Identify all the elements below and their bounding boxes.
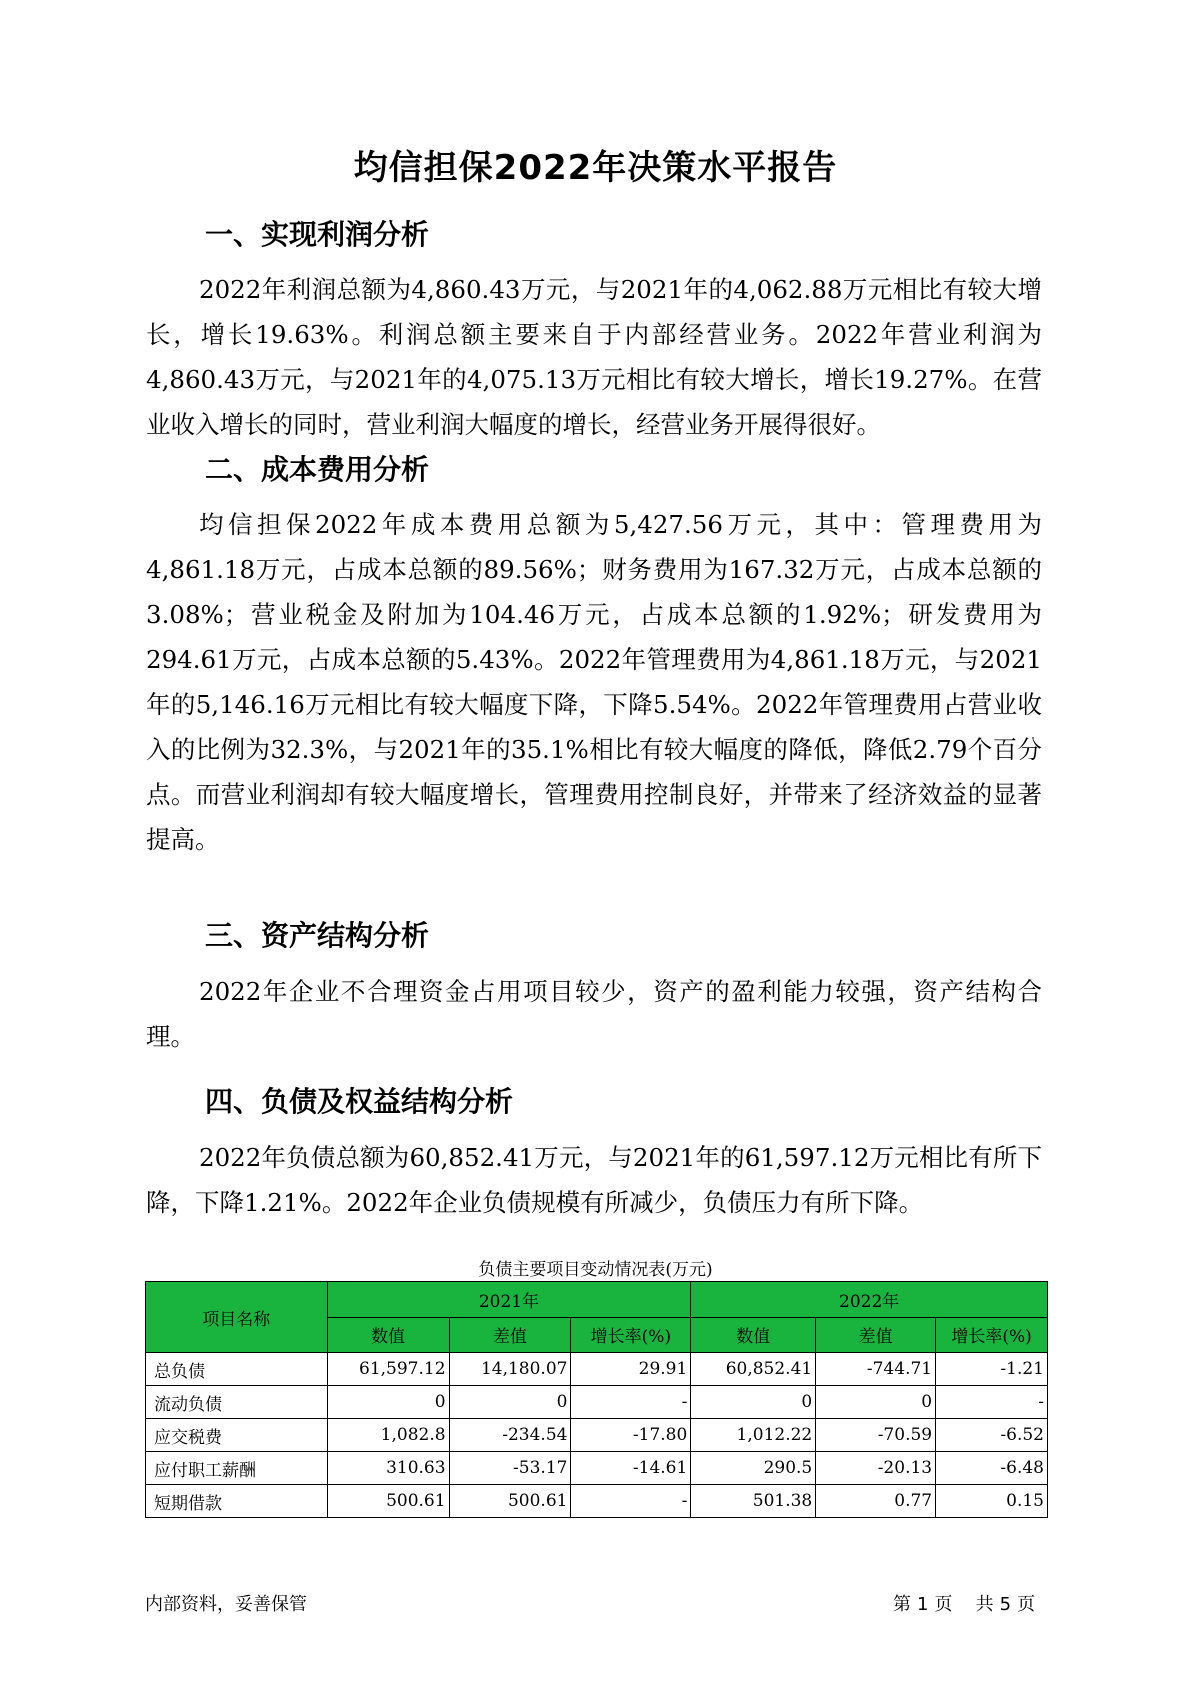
paragraph-profit: 2022年利润总额为4,860.43万元，与2021年的4,062.88万元相比有较大增长，增长19.63%。利润总额主要来自于内部经营业务。2022年营业利润为4,860.43万元，与2021年的4,075.13万元相比有较大增长，增长19.27%。在营业收入增长的同时，营业利润大幅度的增长，经营业务开展得很好。 <box>146 275 1042 439</box>
row-label: 应交税费 <box>146 1419 328 1452</box>
section-heading-cost: 二、成本费用分析 <box>205 453 430 486</box>
row-label: 应付职工薪酬 <box>146 1452 328 1485</box>
liabilities-table <box>145 1281 1048 1518</box>
table-cell: -53.17 <box>449 1452 571 1485</box>
header-difference: 差值 <box>449 1317 571 1353</box>
page-number: 1 <box>917 1594 929 1615</box>
table-cell: 29.91 <box>571 1353 691 1386</box>
table-cell: 501.38 <box>691 1485 816 1518</box>
section-heading-liabilities: 四、负债及权益结构分析 <box>205 1085 514 1118</box>
table-row <box>146 1485 1048 1518</box>
table-cell: -17.80 <box>571 1419 691 1452</box>
table-caption: 负债主要项目变动情况表(万元) <box>478 1260 713 1280</box>
table-cell: -1.21 <box>936 1353 1048 1386</box>
footer-page-indicator <box>890 1590 1038 1616</box>
table-cell: 290.5 <box>691 1452 816 1485</box>
table-header-row <box>146 1282 1048 1318</box>
header-year-2021: 2021年 <box>327 1282 691 1318</box>
table-cell: 0.77 <box>816 1485 936 1518</box>
table-cell: -70.59 <box>816 1419 936 1452</box>
row-label: 短期借款 <box>146 1485 328 1518</box>
page-prefix: 第 <box>893 1594 911 1615</box>
table-cell: 310.63 <box>327 1452 449 1485</box>
table-cell: 0 <box>816 1386 936 1419</box>
header-year-2022: 2022年 <box>691 1282 1048 1318</box>
table-cell: 500.61 <box>449 1485 571 1518</box>
table-row <box>146 1419 1048 1452</box>
table-row <box>146 1386 1048 1419</box>
header-value: 数值 <box>691 1317 816 1353</box>
document-title: 均信担保2022年决策水平报告 <box>353 148 838 188</box>
header-value: 数值 <box>327 1317 449 1353</box>
table-cell: 60,852.41 <box>691 1353 816 1386</box>
table-cell: 0.15 <box>936 1485 1048 1518</box>
page-suffix: 页 <box>934 1594 953 1615</box>
header-growth-rate: 增长率(%) <box>936 1317 1048 1353</box>
row-label: 总负债 <box>146 1353 328 1386</box>
paragraph-liabilities: 2022年负债总额为60,852.41万元，与2021年的61,597.12万元相比有所下降，下降1.21%。2022年企业负债规模有所减少，负债压力有所下降。 <box>146 1143 1042 1217</box>
table-cell: -6.48 <box>936 1452 1048 1485</box>
header-difference: 差值 <box>816 1317 936 1353</box>
footer-confidential-note: 内部资料，妥善保管 <box>145 1594 307 1615</box>
table-cell: - <box>936 1386 1048 1419</box>
header-growth-rate: 增长率(%) <box>571 1317 691 1353</box>
table-cell: 61,597.12 <box>327 1353 449 1386</box>
table-row <box>146 1452 1048 1485</box>
table-cell: -234.54 <box>449 1419 571 1452</box>
table-row <box>146 1353 1048 1386</box>
table-cell: -6.52 <box>936 1419 1048 1452</box>
paragraph-assets: 2022年企业不合理资金占用项目较少，资产的盈利能力较强，资产结构合理。 <box>146 977 1042 1051</box>
row-label: 流动负债 <box>146 1386 328 1419</box>
total-pages: 5 <box>999 1594 1012 1615</box>
table-cell: - <box>571 1485 691 1518</box>
section-heading-profit: 一、实现利润分析 <box>205 218 430 251</box>
table-cell: -20.13 <box>816 1452 936 1485</box>
table-cell: -744.71 <box>816 1353 936 1386</box>
total-prefix: 共 <box>975 1594 994 1615</box>
table-cell: 0 <box>449 1386 571 1419</box>
paragraph-cost: 均信担保2022年成本费用总额为5,427.56万元，其中：管理费用为4,861.18万元，占成本总额的89.56%；财务费用为167.32万元，占成本总额的3.08%；营业税金及附加为104.46万元，占成本总额的1.92%；研发费用为294.61万元，占成本总额的5.43%。2022年管理费用为4,861.18万元，与2021年的5,146.16万元相比有较大幅度下降，下降5.54%。2022年管理费用占营业收入的比例为32.3%，与2021年的35.1%相比有较大幅度的降低，降低2.79个百分点。而营业利润却有较大幅度增长，管理费用控制良好，并带来了经济效益的显著提高。 <box>146 510 1042 854</box>
section-heading-assets: 三、资产结构分析 <box>205 919 430 952</box>
table-cell: 1,012.22 <box>691 1419 816 1452</box>
table-cell: 0 <box>691 1386 816 1419</box>
table-cell: 0 <box>327 1386 449 1419</box>
table-cell: 1,082.8 <box>327 1419 449 1452</box>
table-cell: - <box>571 1386 691 1419</box>
header-item-name: 项目名称 <box>146 1282 328 1353</box>
total-suffix: 页 <box>1017 1594 1036 1615</box>
table-cell: -14.61 <box>571 1452 691 1485</box>
table-cell: 14,180.07 <box>449 1353 571 1386</box>
table-cell: 500.61 <box>327 1485 449 1518</box>
